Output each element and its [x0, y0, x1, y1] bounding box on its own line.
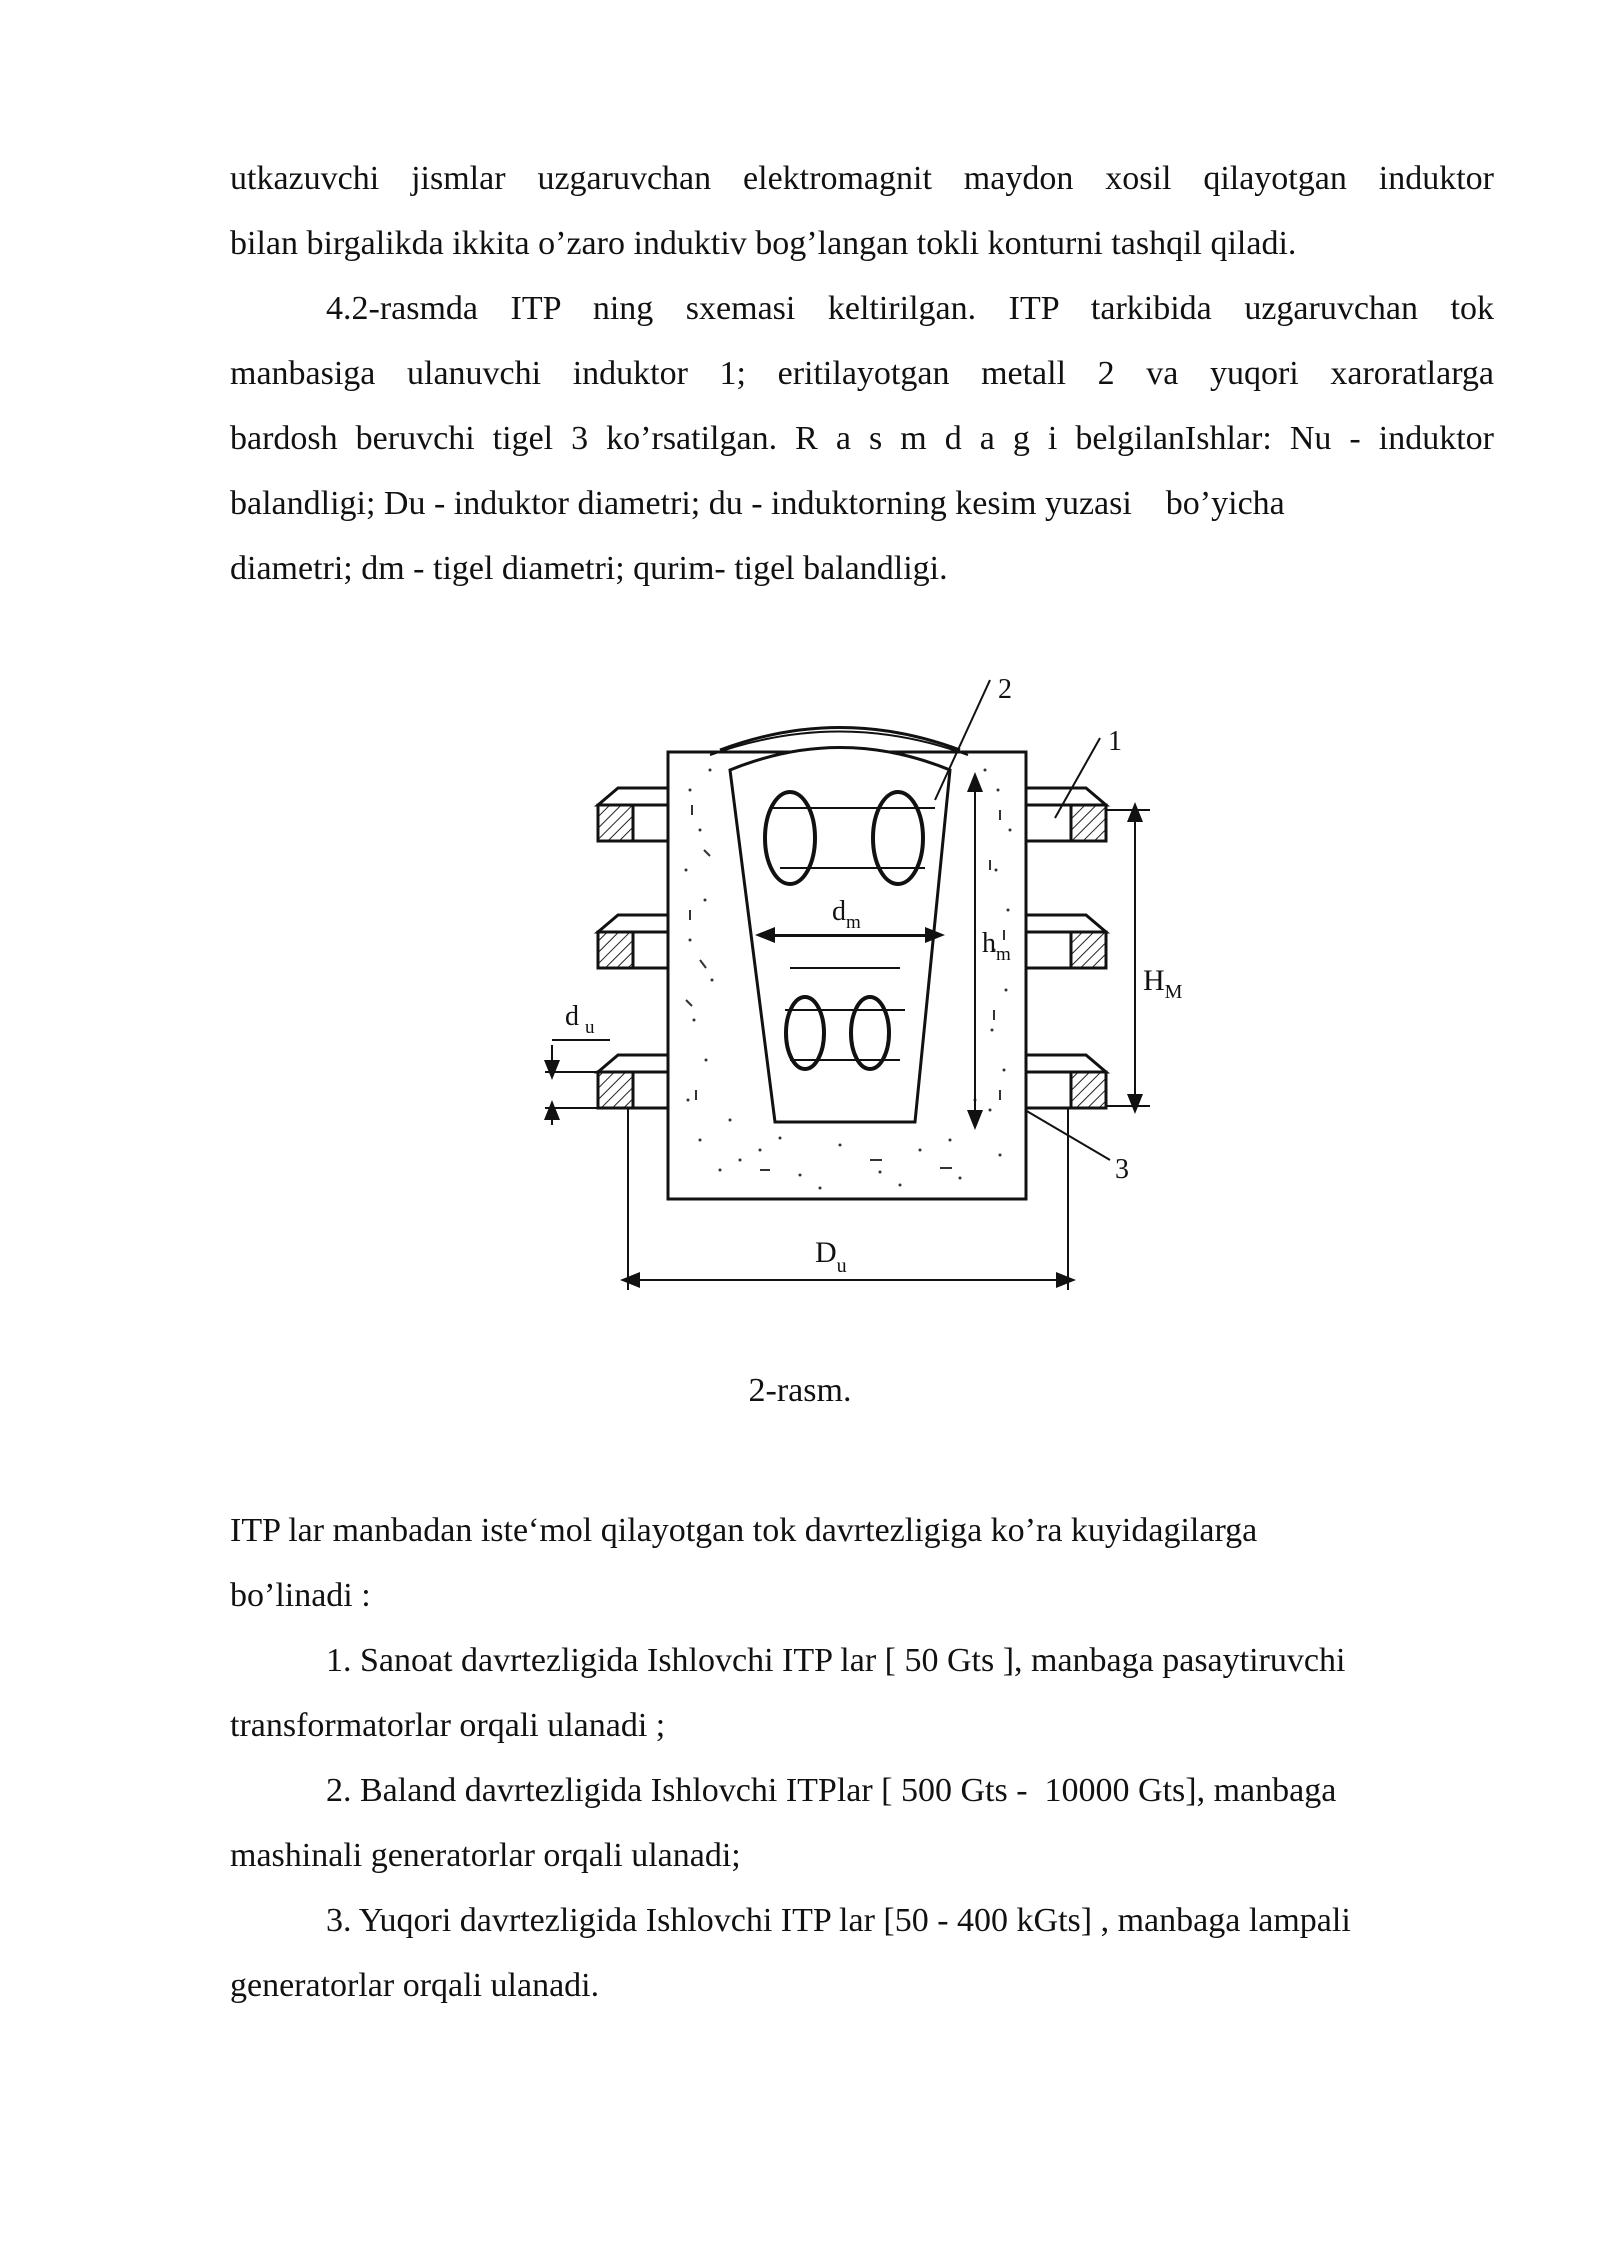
- label-1: 1: [1108, 726, 1122, 757]
- list-item: 2. Baland davrtezligida Ishlovchi ITPlar [ 500 Gts - 10000 Gts], manbaga: [326, 1772, 1337, 1809]
- leader-2: [935, 680, 990, 800]
- label-3: 3: [1115, 1154, 1129, 1185]
- text-line: bo’linadi :: [230, 1577, 371, 1614]
- text-line: bilan birgalikda ikkita o’zaro induktiv bog’langan tokli konturni tashqil qiladi.: [230, 225, 1297, 262]
- text-line: utkazuvchi jismlar uzgaruvchan elektromagnit maydon xosil qilayotgan induktor: [230, 160, 1494, 197]
- dm-label: $d_m$: [832, 896, 861, 933]
- frequency-list: [230, 1628, 1494, 2018]
- du-label: d $_u$: [565, 1001, 595, 1038]
- list-item: 1. Sanoat davrtezligida Ishlovchi ITP lar [ 50 Gts ], manbaga pasaytiruvchi: [326, 1642, 1346, 1679]
- text-line: diametri; dm - tigel diametri; qurim- tigel balandligi.: [230, 550, 948, 587]
- HM-label: $H_M$: [1143, 964, 1183, 1003]
- inductor-coils-left: [598, 788, 668, 1108]
- text-line: balandligi; Du - induktor diametri; du - induktorning kesim yuzasi bo’yicha: [230, 485, 1285, 522]
- label-2: 2: [998, 674, 1012, 705]
- text-line: 4.2-rasmda ITP ning sxemasi keltirilgan. ITP tarkibida uzgaruvchan tok: [326, 290, 1494, 327]
- list-item: 3. Yuqori davrtezligida Ishlovchi ITP lar [50 - 400 kGts] , manbaga lampali: [326, 1902, 1351, 1939]
- inductor-coils-right: [1026, 788, 1106, 1108]
- hm-label: $h_m$: [982, 928, 1011, 965]
- list-item-continuation: generatorlar orqali ulanadi.: [230, 1967, 600, 2004]
- list-item-continuation: mashinali generatorlar orqali ulanadi;: [230, 1837, 741, 1874]
- text-line: manbasiga ulanuvchi induktor 1; eritilayotgan metall 2 va yuqori xaroratlarga: [230, 355, 1494, 392]
- figure-caption: 2-rasm.: [748, 1372, 852, 1409]
- list-item-continuation: transformatorlar orqali ulanadi ;: [230, 1707, 666, 1744]
- text-line: ITP lar manbadan iste‘mol qilayotgan tok davrtezligiga ko’ra kuyidagilarga: [230, 1512, 1258, 1549]
- paragraph-classification: [230, 1498, 1494, 1628]
- text-line: bardosh beruvchi tigel 3 ko’rsatilgan. R a s m d a g i belgilanIshlar: Nu - induktor: [230, 420, 1494, 457]
- Du-label: $D_u$: [815, 1236, 847, 1277]
